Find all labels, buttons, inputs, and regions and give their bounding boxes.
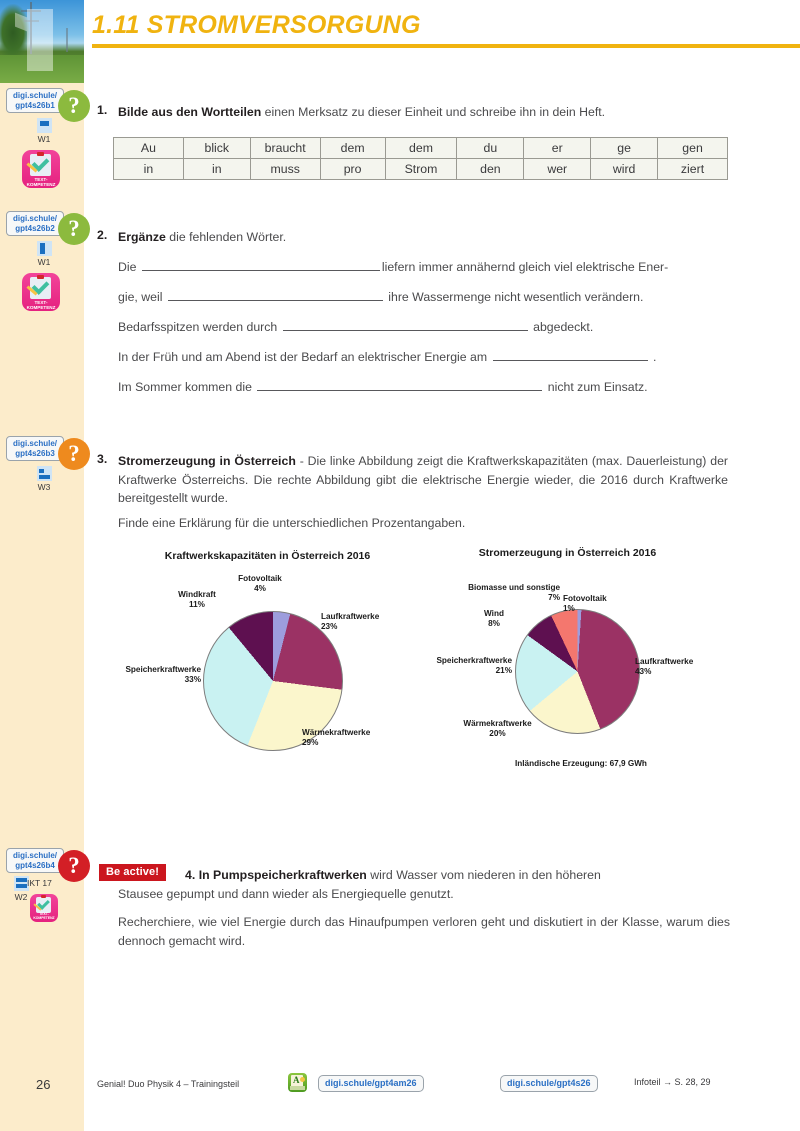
word-cell: dem	[320, 138, 385, 159]
chart-1-label-windkraft: Windkraft 11%	[178, 590, 216, 609]
word-cell: er	[524, 138, 591, 159]
worksheet-marker-w3	[29, 466, 59, 492]
digi-schule-link-b2[interactable]	[6, 211, 64, 236]
ikt-label: IKT 17	[27, 878, 52, 888]
question-mark-icon-green: ?	[58, 90, 90, 122]
word-cell: Strom	[385, 159, 457, 180]
blank-input[interactable]	[257, 380, 542, 391]
blank-prefix: Bedarfsspitzen werden durch	[118, 320, 281, 334]
exercise-3-number: 3.	[97, 452, 108, 466]
exercise-2-blanks	[118, 260, 738, 410]
pylon-distant-icon	[66, 28, 68, 52]
page-number: 26	[36, 1077, 51, 1092]
fill-in-line	[118, 320, 738, 350]
chart-1-label-fotovoltaik: Fotovoltaik 4%	[238, 574, 282, 593]
chapter-number-watermark	[27, 9, 53, 71]
word-cell: in	[183, 159, 250, 180]
exercise-1-number: 1.	[97, 103, 108, 117]
fill-in-line	[118, 350, 738, 380]
word-cell: den	[457, 159, 524, 180]
exercise-4-para1-cont: Stausee gepumpt und dann wieder als Energiequelle genutzt.	[118, 887, 454, 901]
blank-prefix: Im Sommer kommen die	[118, 380, 256, 394]
link-line-2: gpt4s26b1	[15, 100, 55, 110]
worksheet-label: W2	[14, 892, 28, 902]
blank-suffix: liefern immer annähernd gleich viel elektrische Ener-	[381, 260, 669, 274]
footer-book-title: Genial! Duo Physik 4 – Trainingsteil	[97, 1079, 240, 1089]
blank-suffix: abgedeckt.	[529, 320, 594, 334]
exercise-4-para1: wird Wasser vom niederen in den höheren	[366, 868, 601, 882]
table-row	[114, 138, 728, 159]
word-cell: dem	[385, 138, 457, 159]
title-underline	[92, 44, 800, 48]
question-mark-icon-orange: ?	[58, 438, 90, 470]
exercise-3-para1: - Die linke Abbildung zeigt die Kraftwerkskapazitäten (max. Dauerleistung) der Kraftwerke Österreichs. Die rechte Abbildung gibt die elektrische Energie wieder, die 2016 durch Kraftwerke bereitgestellt wurde.	[118, 454, 728, 505]
worksheet-marker-w1	[29, 241, 59, 267]
footer-link-gpt4s26[interactable]: digi.schule/gpt4s26	[500, 1075, 598, 1092]
link-line-1: digi.schule/	[12, 439, 57, 448]
word-cell: gen	[658, 138, 728, 159]
exercise-2-text	[118, 228, 738, 247]
blank-prefix: In der Früh und am Abend ist der Bedarf an elektrischer Energie am	[118, 350, 491, 364]
competence-label: TEXT- KOMPETENZ	[26, 299, 56, 310]
bar-shape	[290, 1086, 305, 1090]
chart-2-label-speicherkraftwerke: Speicherkraftwerke 21%	[436, 656, 512, 675]
word-cell: du	[457, 138, 524, 159]
fill-in-line	[118, 290, 738, 320]
question-mark-icon-green: ?	[58, 213, 90, 245]
word-cell: ziert	[658, 159, 728, 180]
word-cell: wer	[524, 159, 591, 180]
chart-1-label-laufkraftwerke: Laufkraftwerke 23%	[321, 612, 380, 631]
exercise-3-para2: Finde eine Erklärung für die unterschiedlichen Prozentangaben.	[118, 516, 466, 530]
blank-input[interactable]	[493, 350, 648, 361]
dot-shape	[300, 1077, 305, 1082]
chart-2-label-fotovoltaik: Fotovoltaik 1%	[563, 594, 607, 613]
competence-label: TEXT- KOMPETENZ	[33, 912, 55, 921]
link-line-1: digi.schule/	[12, 851, 57, 860]
footer-link-gpt4am26[interactable]: digi.schule/gpt4am26	[318, 1075, 424, 1092]
chart-2-label-laufkraftwerke: Laufkraftwerke 43%	[635, 657, 694, 676]
link-line-2: gpt4s26b2	[15, 223, 55, 233]
anton-app-icon	[288, 1073, 307, 1092]
chart-1-label-speicherkraftwerke: Speicherkraftwerke 33%	[125, 665, 201, 684]
word-cell: Au	[114, 138, 184, 159]
blank-suffix: ihre Wassermenge nicht wesentlich verändern.	[384, 290, 644, 304]
chapter-photo	[0, 0, 84, 83]
chart-2-label-biomasse: Biomasse und sonstige 7%	[468, 583, 560, 602]
blank-input[interactable]	[142, 260, 380, 271]
exercise-2-rest: die fehlenden Wörter.	[165, 230, 287, 244]
link-line-2: gpt4s26b4	[15, 860, 55, 870]
worksheet-marker-w1	[29, 118, 59, 144]
exercise-2-lead: Ergänze	[118, 230, 166, 244]
digi-schule-link-b3[interactable]	[6, 436, 64, 461]
digi-schule-link-b1[interactable]	[6, 88, 64, 113]
page-title-wrap	[92, 10, 792, 40]
table-row	[114, 159, 728, 180]
exercise-1-lead: Bilde aus den Wortteilen	[118, 105, 262, 119]
worksheet-label: W1	[37, 257, 51, 267]
chart-1-title: Kraftwerkskapazitäten in Österreich 2016	[164, 550, 371, 562]
worksheet-icon	[37, 241, 52, 256]
pie-2	[515, 609, 640, 734]
competence-badge-text	[22, 273, 60, 311]
blank-prefix: gie, weil	[118, 290, 166, 304]
exercise-3-text	[118, 452, 728, 508]
chart-1-label-waermekraftwerke: Wärmekraftwerke 29%	[302, 728, 371, 747]
fill-in-line	[118, 380, 738, 410]
chart-kraftwerkskapazitaeten	[125, 550, 395, 764]
page-title: 1.11 STROMVERSORGUNG	[92, 11, 421, 39]
digi-schule-link-b4[interactable]	[6, 848, 64, 873]
fill-in-line	[118, 260, 738, 290]
blank-suffix: nicht zum Einsatz.	[544, 380, 648, 394]
competence-label: TEXT- KOMPETENZ	[26, 176, 56, 187]
worksheet-label: W1	[37, 134, 51, 144]
link-line-1: digi.schule/	[12, 91, 57, 100]
exercise-4-heading	[185, 866, 730, 885]
blank-prefix: Die	[118, 260, 140, 274]
exercise-4-number: 4.	[185, 868, 196, 882]
word-cell: braucht	[250, 138, 320, 159]
blank-suffix: .	[649, 350, 657, 364]
competence-badge-text	[22, 150, 60, 188]
exercise-1-rest: einen Merksatz zu dieser Einheit und schreibe ihn in dein Heft.	[261, 105, 606, 119]
chart-2-label-waermekraftwerke: Wärmekraftwerke 20%	[463, 719, 532, 738]
footer-info-reference: Infoteil → S. 28, 29	[634, 1077, 711, 1087]
be-active-badge: Be active!	[99, 864, 166, 881]
chart-stromerzeugung	[430, 547, 705, 776]
chart-2-title: Stromerzeugung in Österreich 2016	[478, 547, 657, 559]
word-cell: blick	[183, 138, 250, 159]
chart-2-label-wind: Wind 8%	[484, 609, 504, 628]
link-line-1: digi.schule/	[12, 214, 57, 223]
chart-2-annotation: Inländische Erzeugung: 67,9 GWh	[515, 759, 647, 768]
chart-2-plot	[430, 561, 705, 776]
exercise-4-para2: Recherchiere, wie viel Energie durch das Hinaufpumpen verloren geht und diskutiert in der Klasse, warum dies dennoch gemacht wird.	[118, 915, 730, 948]
blank-input[interactable]	[168, 290, 383, 301]
exercise-2-number: 2.	[97, 228, 108, 242]
word-cell: wird	[591, 159, 658, 180]
letter-a-glyph: A	[293, 1075, 300, 1085]
word-cell: muss	[250, 159, 320, 180]
exercise-4-lead: In Pumpspeicherkraftwerken	[198, 868, 367, 882]
chart-1-plot	[125, 564, 395, 764]
competence-badge-text	[30, 894, 58, 922]
word-cell: pro	[320, 159, 385, 180]
word-cell: in	[114, 159, 184, 180]
word-parts-table	[113, 137, 728, 180]
link-line-2: gpt4s26b3	[15, 448, 55, 458]
worksheet-label: W3	[37, 482, 51, 492]
question-mark-icon-red: ?	[58, 850, 90, 882]
word-cell: ge	[591, 138, 658, 159]
exercise-3-lead: Stromerzeugung in Österreich	[118, 454, 296, 468]
blank-input[interactable]	[283, 320, 528, 331]
worksheet-icon	[37, 466, 52, 481]
worksheet-icon	[37, 118, 52, 133]
exercise-1-text	[118, 103, 738, 122]
